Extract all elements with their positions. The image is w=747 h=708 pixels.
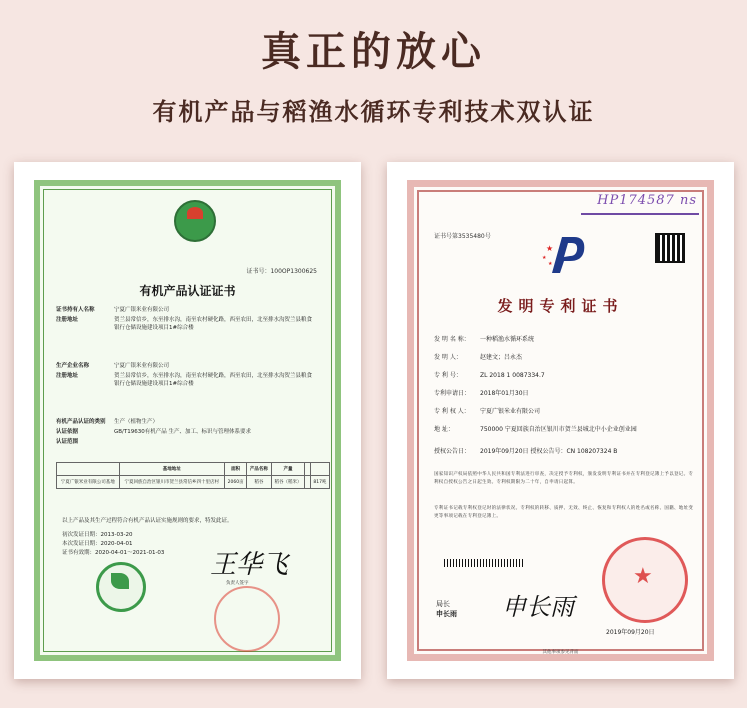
svg-text:★: ★ — [548, 261, 553, 267]
first-issue-date: 初次发证日期：2013-03-20 — [62, 532, 133, 538]
director-label: 局长 申长雨 — [436, 600, 457, 618]
cert-field: 专 利 号： ZL 2018 1 0087334.7 — [434, 372, 545, 379]
cert-field: 注册地址 贺兰县常信乡，东至排水沟，南至农村硬化路，西至农田，北至排水沟贺兰县粮食银行仓储设施建设项目1#综合楼 — [56, 317, 313, 331]
back-side-note: 其他事项参见背面 — [542, 650, 579, 655]
cert-statement: 以上产品及其生产过程符合有机产品认证实施规则的要求，特发此证。 — [62, 518, 233, 524]
organic-certificate-frame — [14, 162, 361, 679]
cert-field: 有机产品认证的类别 生产（植物生产） — [56, 419, 159, 425]
svg-text:★: ★ — [546, 244, 554, 253]
patent-certificate-frame — [387, 162, 734, 679]
cert-field: 认证范围 — [56, 439, 79, 445]
cert-field: 专 利 权 人： 宁夏广银米业有限公司 — [434, 408, 541, 415]
red-seal-icon: ★ — [602, 537, 688, 623]
signer-title: 负责人签字 — [226, 581, 249, 586]
cert-field: 证书持有人名称 宁夏广银米业有限公司 — [56, 307, 170, 313]
handwritten-underline — [581, 213, 699, 215]
patent-cert-title: 发明专利证书 — [497, 297, 624, 315]
cert-field: 地 址： 750000 宁夏回族自治区银川市贺兰县城北中小企业创业园 — [434, 426, 637, 433]
certification-scope-table: 基地地址 面积 产品名称 产量 宁夏广银米业有限公司基地 宁夏回族自治区银川市贺兰县常信乡四十里店村 2060亩 稻谷 稻谷（稻米） 817吨 — [56, 462, 330, 489]
issue-date: 本次发证日期：2020-04-01 — [62, 541, 133, 547]
organic-certificate — [34, 180, 341, 661]
patent-certificate — [407, 180, 714, 661]
cert-field: 生产企业名称 宁夏广银米业有限公司 — [56, 363, 170, 369]
cert-field: 认证依据 GB/T19630有机产品 生产、加工、标识与管理体系要求 — [56, 429, 251, 435]
table-row: 宁夏广银米业有限公司基地 宁夏回族自治区银川市贺兰县常信乡四十里店村 2060亩 稻谷 稻谷（稻米） 817吨 — [57, 476, 330, 489]
signature: 王华飞 — [210, 550, 289, 580]
organic-product-logo-icon — [174, 200, 216, 242]
validity-period: 证书有效期：2020-04-01～2021-01-03 — [62, 550, 165, 556]
patent-statement-2: 专利证书记载专利权登记时的法律状况。专利权的转移、质押、无效、终止、恢复和专利权人的姓名或名称、国籍、地址变更等事项记载在专利登记簿上。 — [434, 506, 694, 519]
organic-cert-number: 证书号：100OP1300625 — [246, 268, 317, 275]
cert-field: 发 明 人： 赵建文；吕永杰 — [434, 354, 523, 361]
qr-code-icon — [655, 233, 685, 263]
patent-cert-number: 证书号第3535480号 — [434, 233, 491, 240]
cert-field: 发 明 名 称： 一种稻渔水循环系统 — [434, 336, 535, 343]
svg-text:★: ★ — [542, 255, 547, 261]
seal-date: 2019年09月20日 — [606, 629, 655, 636]
cert-field: 授权公告日： 2019年09月20日 授权公告号：CN 108207324 B — [434, 448, 618, 455]
page-headline: 真正的放心 — [261, 28, 486, 75]
cert-field: 专利申请日： 2018年01月30日 — [434, 390, 529, 397]
handwritten-code: HP174587 ns — [597, 193, 697, 208]
red-seal-icon — [214, 586, 280, 652]
director-signature: 申长雨 — [502, 593, 574, 621]
patent-office-emblem-icon — [540, 229, 594, 283]
cofcc-logo-icon — [96, 562, 146, 612]
barcode-icon — [444, 559, 524, 567]
page-subheadline: 有机产品与稻渔水循环专利技术双认证 — [152, 98, 595, 126]
organic-cert-title: 有机产品认证证书 — [139, 284, 236, 298]
cert-field: 注册地址 贺兰县常信乡，东至排水沟，南至农村硬化路，西至农田，北至排水沟贺兰县粮食银行仓储设施建设项目1#综合楼 — [56, 373, 313, 387]
patent-statement-1: 国家知识产权局依照中华人民共和国专利法进行审查，决定授予专利权，颁发发明专利证书并在专利登记簿上予以登记。专利权自授权公告之日起生效。专利权期限为二十年，自申请日起算。 — [434, 472, 694, 485]
